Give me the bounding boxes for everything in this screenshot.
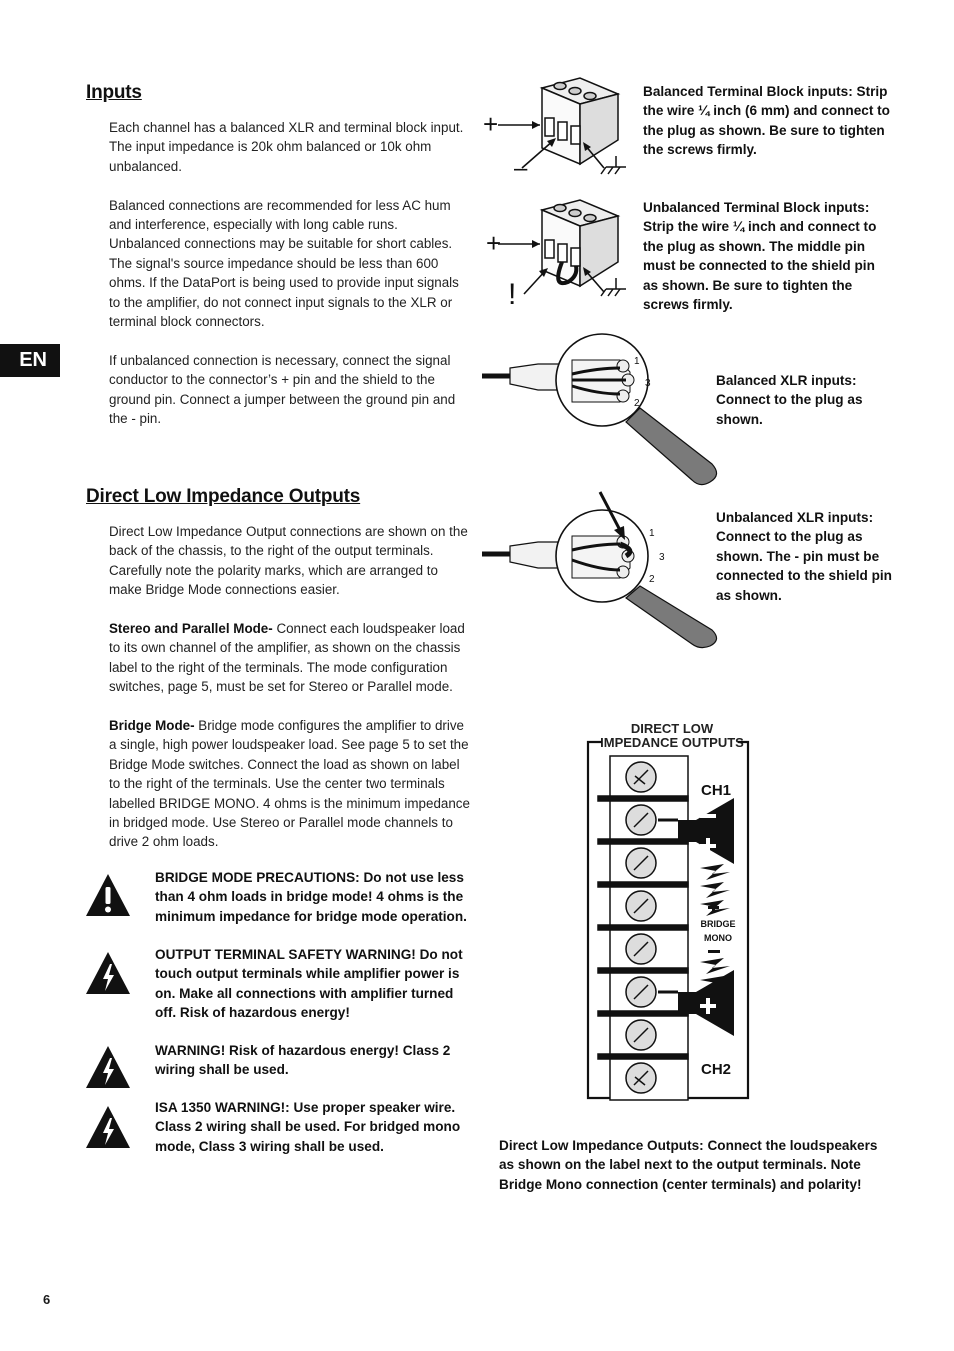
unbalanced-xlr-diagram: [480, 490, 725, 650]
lightning-warning-icon: [84, 1104, 132, 1150]
output-terminals-diagram: [586, 718, 756, 1104]
balanced-xlr-caption: Balanced XLR inputs: Connect to the plug as shown.: [716, 373, 863, 427]
lightning-warning-icon: [84, 950, 132, 996]
pin-1-label: 1: [649, 528, 655, 539]
warning-text: BRIDGE MODE PRECAUTIONS: Do not use less than 4 ohm loads in bridge mode! 4 ohms is the minimum impedance for bridge mode operation.: [155, 870, 467, 924]
lightning-warning-icon: [84, 1044, 132, 1090]
pin-2-label: 2: [649, 574, 655, 585]
pin-3-label: 3: [645, 378, 651, 389]
outputs-figure-caption: Direct Low Impedance Outputs: Connect the loudspeakers as shown on the label next to the output terminals. Note Bridge Mono connection (center terminals) and polarity!: [499, 1138, 878, 1192]
ch2-label: CH2: [701, 1061, 732, 1078]
bridge-label: BRIDGE: [700, 919, 736, 929]
warning-text: ISA 1350 WARNING!: Use proper speaker wire. Class 2 wiring shall be used. For bridged mono mode, Class 3 wiring shall be used.: [155, 1100, 461, 1154]
stereo-paragraph: [109, 619, 471, 697]
panel-title-line-2: IMPEDANCE OUTPUTS: [600, 735, 744, 750]
pin-3-label: 3: [659, 552, 665, 563]
inputs-paragraph: If unbalanced connection is necessary, connect the signal conductor to the connector’s + pin and the shield to the ground pin. Connect a jumper between the ground pin and the - pin.: [109, 352, 456, 427]
exclamation-warning-icon: [84, 872, 132, 918]
bang-label: !: [508, 278, 517, 310]
language-tab: EN: [0, 344, 60, 377]
page-number: 6: [43, 1292, 51, 1307]
stereo-text: Connect each loudspeaker load to its own channel of the amplifier, as shown on the chassis label to the right of the terminals. The mode configuration switches, page 5, must be set for Stereo or Parallel mode.: [109, 621, 465, 695]
bridge-text: Bridge mode configures the amplifier to drive a single, high power loudspeaker load. See page 5 to set the Bridge Mode switches. Connect the load as shown on label to the right of the terminals. Use the center two terminals labelled BRIDGE MONO. 4 ohms is the minimum impedance in bridged mode. Use Stereo or Parallel mode channels to drive 2 ohm loads.: [109, 718, 470, 850]
plus-label: +: [483, 109, 499, 139]
inputs-body: [109, 118, 471, 448]
unbalanced-xlr-caption: Unbalanced XLR inputs: Connect to the plug as shown. The - pin must be connected to the shield pin as shown.: [716, 510, 892, 603]
warning-text: WARNING! Risk of hazardous energy! Class 2 wiring shall be used.: [155, 1043, 451, 1078]
plus-label: +: [486, 228, 502, 258]
bridge-paragraph: [109, 716, 471, 852]
stereo-title: Stereo and Parallel Mode-: [109, 621, 273, 637]
outputs-intro: Direct Low Impedance Output connections are shown on the back of the chassis, to the right of the output terminals. Carefully note the polarity marks, which are arranged to make Bridge Mode connections easier.: [109, 524, 468, 598]
pin-2-label: 2: [634, 398, 640, 409]
inputs-heading: Inputs: [86, 82, 142, 103]
outputs-heading: Direct Low Impedance Outputs: [86, 486, 361, 507]
balanced-tb-caption: Balanced Terminal Block inputs: Strip the wire ¼ inch (6 mm) and connect to the plug as shown. Be sure to tighten the screws firmly.: [643, 84, 890, 158]
panel-title-line-1: DIRECT LOW: [630, 721, 714, 736]
warning-text: OUTPUT TERMINAL SAFETY WARNING! Do not touch output terminals while amplifier power is on. Make all connections with amplifier turned off. Risk of hazardous energy!: [155, 947, 463, 1021]
balanced-terminal-block-diagram: [480, 70, 640, 182]
mono-label: MONO: [704, 933, 732, 943]
minus-label: –: [514, 155, 528, 182]
unbalanced-tb-caption: Unbalanced Terminal Block inputs: Strip the wire ¼ inch and connect to the plug as shown. The middle pin must be connected to the shield pin as shown. Be sure to tighten the screws firmly.: [643, 200, 877, 313]
outputs-body: [109, 522, 471, 871]
ch1-label: CH1: [701, 782, 732, 799]
inputs-paragraph: Balanced connections are recommended for less AC hum and interference, especially with long cable runs. Unbalanced connections may be suitable for short cables. The signal's source impedance should be less than 600 ohms. If the DataPort is being used to provide input signals to the amplifier, do not connect input signals to the XLR or terminal block connectors.: [109, 197, 459, 330]
unbalanced-terminal-block-diagram: [480, 192, 640, 310]
inputs-paragraph: Each channel has a balanced XLR and terminal block input. The input impedance is 20k ohm balanced or 10k ohm unbalanced.: [109, 120, 464, 174]
bridge-title: Bridge Mode-: [109, 718, 195, 734]
pin-1-label: 1: [634, 356, 640, 367]
balanced-xlr-diagram: [480, 330, 725, 490]
